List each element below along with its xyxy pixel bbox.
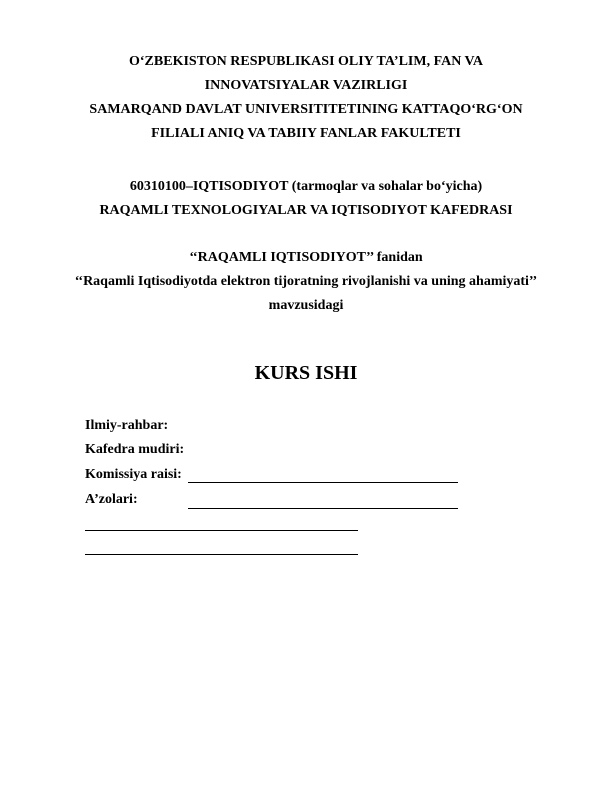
course-line: ‘‘RAQAMLI IQTISODIYOT’’ fanidan (189, 250, 423, 265)
member-signature-line-1 (188, 508, 458, 509)
commission-signature-line (188, 482, 458, 483)
member-signature-line-2 (85, 530, 358, 531)
head-label: Kafedra mudiri: (85, 442, 185, 457)
topic-suffix-line: mavzusidagi (268, 298, 344, 313)
document-title: KURS ISHI (254, 362, 358, 384)
advisor-label: Ilmiy-rahbar: (85, 418, 169, 433)
topic-line: ‘‘Raqamli Iqtisodiyotda elektron tijoratning rivojlanishi va uning ahamiyati’’ (74, 274, 538, 289)
department-line: RAQAMLI TEXNOLOGIYALAR VA IQTISODIYOT KAFEDRASI (99, 203, 513, 218)
specialty-code-line: 60310100–IQTISODIYOT (tarmoqlar va sohalar bo‘yicha) (129, 179, 483, 194)
ministry-line-2: INNOVATSIYALAR VAZIRLIGI (204, 78, 408, 93)
members-label: A’zolari: (85, 492, 138, 507)
ministry-line-1: O‘ZBEKISTON RESPUBLIKASI OLIY TA’LIM, FAN VA (129, 54, 483, 69)
university-line-2: FILIALI ANIQ VA TABIIY FANLAR FAKULTETI (151, 126, 461, 141)
commission-label: Komissiya raisi: (85, 467, 182, 482)
university-line-1: SAMARQAND DAVLAT UNIVERSITITETINING KATTAQO‘RG‘ON (89, 102, 523, 117)
member-signature-line-3 (85, 554, 358, 555)
